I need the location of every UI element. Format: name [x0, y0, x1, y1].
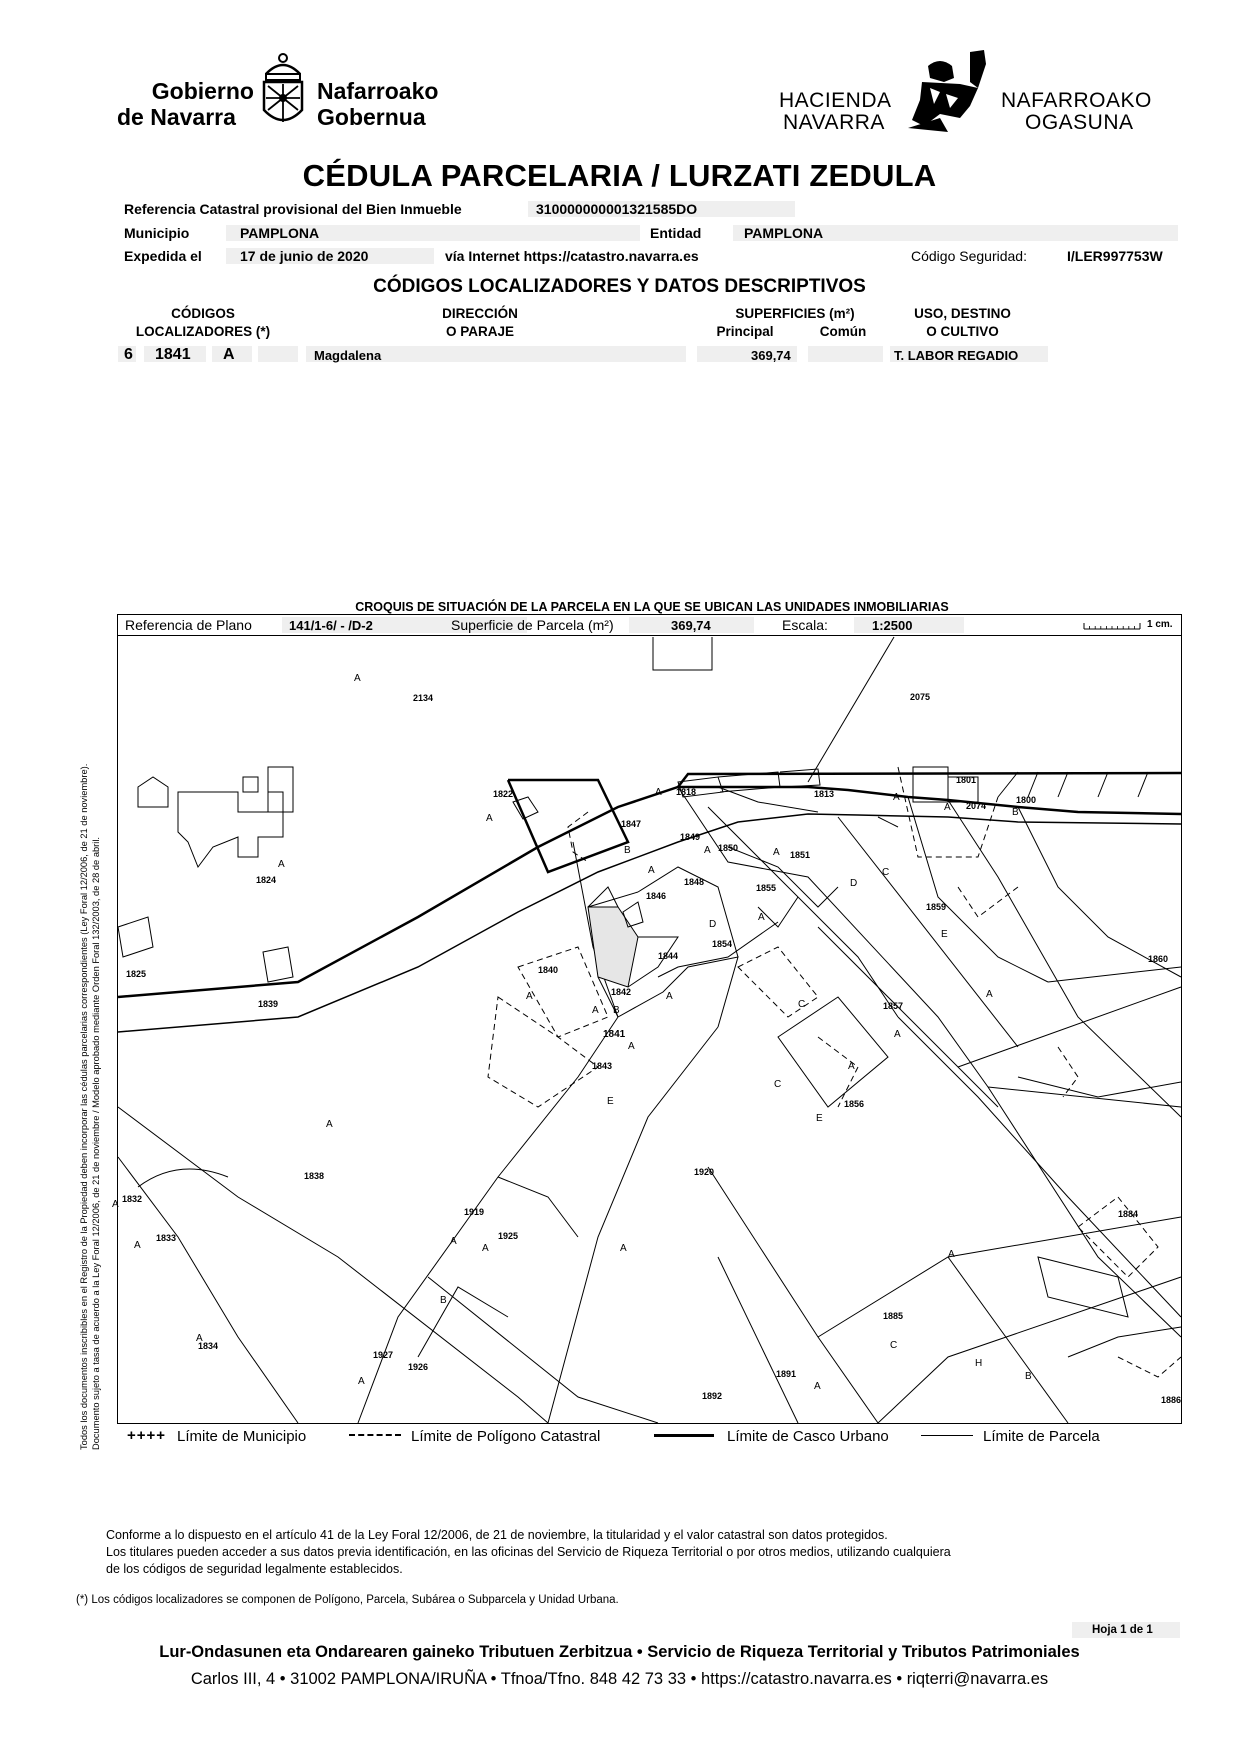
map-letter-a: A	[196, 1333, 203, 1344]
col-superficies-header: SUPERFICIES (m²)	[735, 306, 855, 321]
unidad-field-bg	[258, 346, 298, 362]
ref-catastral-value: 310000000001321585DO	[536, 201, 698, 217]
map-letter-e: E	[816, 1113, 823, 1124]
map-label-1857: 1857	[883, 1001, 904, 1011]
navarra-coat-of-arms-icon	[256, 52, 310, 130]
col-direccion-header	[400, 305, 560, 341]
map-label-1856: 1856	[844, 1099, 865, 1109]
scale-bar-icon	[1082, 617, 1142, 631]
nafarroako-line2: Gobernua	[317, 104, 426, 130]
cadastral-map-svg	[112, 637, 1182, 1423]
municipio-label: Municipio	[124, 225, 190, 241]
direccion-value: Magdalena	[314, 348, 382, 363]
map-label-1850: 1850	[718, 843, 739, 853]
notice-line2: Los titulares pueden acceder a sus datos previa identificación, en las oficinas del Servicio de Riqueza Territorial o por otros medios, utilizando cualquiera	[106, 1545, 951, 1559]
map-label-2075: 2075	[910, 692, 931, 702]
col-uso-header	[890, 305, 1035, 341]
map-label-1927: 1927	[373, 1350, 394, 1360]
hacienda-line2: NAVARRA	[783, 111, 885, 134]
map-label-1844: 1844	[658, 951, 679, 961]
map-label-1846: 1846	[646, 891, 667, 901]
map-label-1919: 1919	[464, 1207, 485, 1217]
hacienda-line1: HACIENDA	[779, 89, 892, 112]
legend-casco-line	[654, 1434, 714, 1437]
map-letter-c: C	[882, 867, 890, 878]
map-label-2134: 2134	[413, 693, 434, 703]
hacienda-logo-text	[779, 90, 892, 134]
notice-line1: Conforme a lo dispuesto en el artículo 41 de la Ley Foral 12/2006, de 21 de noviembre, la titularidad y el valor catastral son datos protegidos.	[106, 1528, 888, 1542]
map-letter-d: D	[709, 919, 717, 930]
ref-plano-label: Referencia de Plano	[125, 617, 252, 633]
map-letter-c: C	[890, 1340, 898, 1351]
superficie-label: Superficie de Parcela (m²)	[451, 617, 614, 633]
map-letter-e: E	[941, 929, 948, 940]
uso-value: T. LABOR REGADIO	[894, 348, 1019, 363]
subarea-value: A	[223, 346, 235, 363]
map-letter-a: A	[628, 1041, 635, 1052]
map-label-1860: 1860	[1148, 954, 1169, 964]
map-letter-a: A	[704, 845, 711, 856]
map-letter-a: A	[326, 1119, 333, 1130]
map-label-1925: 1925	[498, 1231, 519, 1241]
map-letter-b: B	[624, 845, 631, 856]
map-label-1843: 1843	[592, 1061, 613, 1071]
map-label-1920: 1920	[694, 1167, 715, 1177]
map-letter-a: A	[773, 847, 780, 858]
map-letter-a: A	[894, 1029, 901, 1040]
map-label-1841: 1841	[603, 1029, 626, 1040]
map-letter-a: A	[358, 1376, 365, 1387]
section-title: CÓDIGOS LOCALIZADORES Y DATOS DESCRIPTIVOS	[373, 276, 866, 297]
map-label-1833: 1833	[156, 1233, 177, 1243]
map-letter-a: A	[486, 813, 493, 824]
map-letter-a: A	[278, 859, 285, 870]
map-label-1885: 1885	[883, 1311, 904, 1321]
page-title: CÉDULA PARCELARIA / LURZATI ZEDULA	[302, 158, 937, 193]
map-letter-b: B	[1025, 1371, 1032, 1382]
map-letter-a: A	[620, 1243, 627, 1254]
cadastral-map	[112, 637, 1182, 1423]
map-letter-c: C	[798, 999, 806, 1010]
expedida-label: Expedida el	[124, 248, 202, 264]
map-label-1891: 1891	[776, 1369, 797, 1379]
map-label-1851: 1851	[790, 850, 811, 860]
map-letter-d: D	[850, 878, 858, 889]
principal-value: 369,74	[751, 348, 791, 363]
escala-label: Escala:	[782, 617, 828, 633]
map-letter-a: A	[112, 1199, 119, 1210]
side-note-line1: Todos los documentos inscribibles en el Registro de la Propiedad deben incorporar las cédulas parcelarias correspondientes (Ley Foral 12/2006, de 21 de noviembre).	[79, 763, 89, 1450]
map-label-1849: 1849	[680, 832, 701, 842]
hacienda-emblem-icon	[900, 48, 996, 132]
map-header	[117, 614, 1182, 636]
map-letter-b: B	[440, 1295, 447, 1306]
map-letter-a: A	[944, 802, 951, 813]
scale-bar-label: 1 cm.	[1147, 619, 1173, 630]
notice-line3: de los códigos de seguridad legalmente establecidos.	[106, 1562, 403, 1576]
col-direccion-line1: DIRECCIÓN	[442, 306, 518, 321]
gobierno-logo-text	[117, 78, 254, 130]
map-letter-a: A	[526, 991, 533, 1002]
map-label-1825: 1825	[126, 969, 147, 979]
map-letter-a: A	[655, 787, 662, 798]
gobierno-line1: Gobierno	[151, 78, 254, 104]
parcela-value: 1841	[155, 346, 191, 363]
map-parcel-labels	[122, 692, 1181, 1405]
ogasuna-line2: OGASUNA	[1025, 111, 1134, 134]
map-letter-a: A	[814, 1381, 821, 1392]
map-label-1818: 1818	[676, 787, 697, 797]
map-letter-a: A	[450, 1236, 457, 1247]
side-legal-note	[78, 650, 102, 1450]
col-direccion-line2: O PARAJE	[445, 324, 514, 339]
map-label-1838: 1838	[304, 1171, 325, 1181]
map-label-1847: 1847	[621, 819, 642, 829]
map-label-1855: 1855	[756, 883, 777, 893]
map-letter-a: A	[758, 912, 765, 923]
map-label-1824: 1824	[256, 875, 277, 885]
map-label-1859: 1859	[926, 902, 947, 912]
codigo-seguridad-value: I/LER997753W	[1067, 248, 1163, 264]
legend-poligono-line	[349, 1434, 401, 1438]
map-label-1834: 1834	[198, 1341, 219, 1351]
entidad-value: PAMPLONA	[744, 225, 824, 241]
map-label-1892: 1892	[702, 1391, 723, 1401]
side-note-line2: Documento sujeto a tasa de acuerdo a la Ley Foral 12/2006, de 21 de noviembre / Modelo aprobado mediante Orden Foral 132/2003, de 28 de abril.	[91, 837, 101, 1450]
map-label-1926: 1926	[408, 1362, 429, 1372]
poligono-value: 6	[124, 346, 133, 363]
map-label-1854: 1854	[712, 939, 733, 949]
map-letter-b: B	[1012, 807, 1019, 818]
map-letter-a: A	[134, 1240, 141, 1251]
map-letter-a: A	[848, 1061, 855, 1072]
map-letter-a: A	[893, 792, 900, 803]
entidad-label: Entidad	[650, 225, 702, 241]
map-label-1842: 1842	[611, 987, 632, 997]
map-letter-a: A	[948, 1249, 955, 1260]
map-letter-a: A	[986, 989, 993, 1000]
map-label-1840: 1840	[538, 965, 559, 975]
map-label-1800: 1800	[1016, 795, 1037, 805]
comun-field-bg	[808, 346, 883, 362]
ogasuna-logo-text	[1001, 90, 1152, 134]
map-letter-h: H	[975, 1358, 983, 1369]
ogasuna-line1: NAFARROAKO	[1001, 89, 1152, 112]
legend-casco-label: Límite de Casco Urbano	[727, 1428, 889, 1445]
gobierno-line2: de Navarra	[117, 104, 236, 130]
escala-value: 1:2500	[872, 618, 913, 633]
map-label-1813: 1813	[814, 789, 835, 799]
map-letter-c: C	[774, 1079, 782, 1090]
hoja-label: Hoja 1 de 1	[1092, 1624, 1153, 1636]
croquis-title: CROQUIS DE SITUACIÓN DE LA PARCELA EN LA QUE SE UBICAN LAS UNIDADES INMOBILIARIAS	[355, 600, 949, 614]
ref-plano-value: 141/1-6/ - /D-2	[289, 618, 373, 633]
col-uso-line2: O CULTIVO	[926, 324, 999, 339]
legend-poligono-label: Límite de Polígono Catastral	[411, 1428, 601, 1445]
map-legend	[117, 1423, 1182, 1446]
map-label-1886: 1886	[1161, 1395, 1182, 1405]
legend-parcela-label: Límite de Parcela	[983, 1428, 1100, 1445]
ref-catastral-label: Referencia Catastral provisional del Bien Inmueble	[124, 201, 462, 217]
map-label-1801: 1801	[956, 775, 977, 785]
footer-contact: Carlos III, 4 • 31002 PAMPLONA/IRUÑA • Tfnoa/Tfno. 848 42 73 33 • https://catastro.navarra.es • riqterri@navarra.es	[190, 1670, 1049, 1688]
footer-service-name: Lur-Ondasunen eta Ondarearen gaineko Tributuen Zerbitzua • Servicio de Riqueza Territorial y Tributos Patrimoniales	[159, 1643, 1080, 1661]
legend-municipio-label: Límite de Municipio	[177, 1428, 307, 1445]
map-letter-a: A	[648, 865, 655, 876]
codigo-seguridad-label: Código Seguridad:	[911, 248, 1027, 264]
map-letter-a: A	[666, 991, 673, 1002]
via-internet-text: vía Internet https://catastro.navarra.es	[445, 248, 699, 264]
col-codigos-line1: CÓDIGOS	[171, 306, 235, 321]
municipio-value: PAMPLONA	[240, 225, 320, 241]
map-letter-e: E	[607, 1096, 614, 1107]
col-uso-line1: USO, DESTINO	[914, 306, 1011, 321]
map-letter-a: A	[482, 1243, 489, 1254]
superficie-value: 369,74	[671, 618, 711, 633]
map-letter-a: A	[592, 1005, 599, 1016]
map-label-1822: 1822	[493, 789, 514, 799]
col-principal-header: Principal	[716, 324, 774, 339]
legend-parcela-line	[921, 1435, 973, 1436]
nafarroako-logo-text	[317, 78, 438, 130]
legend-municipio-symbol: ++++	[127, 1427, 167, 1444]
map-label-1832: 1832	[122, 1194, 143, 1204]
protection-notice	[106, 1527, 951, 1578]
nafarroako-line1: Nafarroako	[317, 78, 439, 104]
map-label-2074: 2074	[966, 801, 987, 811]
col-codigos-header	[118, 305, 288, 341]
map-label-1884: 1884	[1118, 1209, 1139, 1219]
map-letter-b: B	[613, 1005, 620, 1016]
map-letter-a: A	[354, 673, 361, 684]
map-label-1848: 1848	[684, 877, 705, 887]
col-comun-header: Común	[819, 324, 867, 339]
map-label-1839: 1839	[258, 999, 279, 1009]
col-codigos-line2: LOCALIZADORES (*)	[135, 324, 271, 339]
expedida-value: 17 de junio de 2020	[240, 248, 369, 264]
asterisk-note: (*) Los códigos localizadores se componen de Polígono, Parcela, Subárea o Subparcela y Unidad Urbana.	[76, 1594, 619, 1606]
